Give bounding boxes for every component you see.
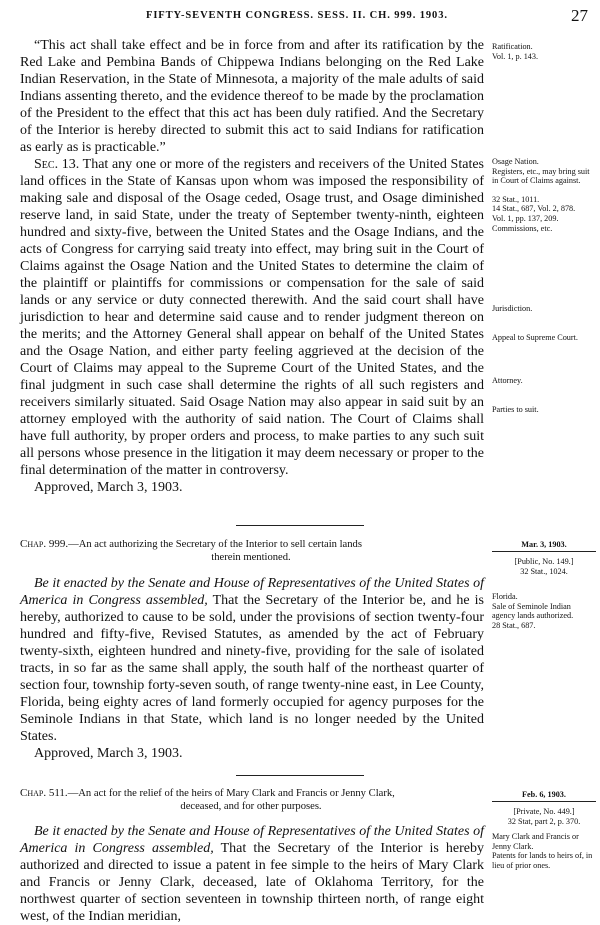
margin-rule-999 [492,551,596,552]
chapter-511-title: —An act for the relief of the heirs of Mary Clark and Francis or Jenny Clark, [67,788,395,799]
running-head [0,6,600,26]
chapter-999-label: Chap. 999. [20,538,69,550]
chapter-999-body [20,575,484,762]
approved-line-1: Approved, March 3, 1903. [34,480,183,495]
margin-ratification: Ratification. Vol. 1, p. 143. [492,42,539,61]
margin-clark: Mary Clark and Francis or Jenny Clark. Patents for lands to heirs of, in lieu of prior ones. [492,832,593,870]
margin-private-511: [Private, No. 449.] 32 Stat, part 2, p. 370. [507,807,581,826]
section-divider-1 [236,525,364,526]
sec13-paragraph [20,156,484,479]
chapter-999-title: —An act authorizing the Secretary of the Interior to sell certain lands [68,539,362,550]
chapter-511-heading [20,787,482,813]
chapter-999-heading [20,538,482,564]
margin-date-999: Mar. 3, 1903. [521,540,567,549]
chapter-999-title-cont: therein mentioned. [211,552,291,563]
page-number: 27 [571,6,588,25]
margin-date-511: Feb. 6, 1903. [522,790,566,799]
enacting-clause-511: Be it enacted by the Senate and House of Representatives of the United States of America in Congress assembled, [20,824,484,856]
approved-line-2: Approved, March 3, 1903. [34,746,183,761]
margin-florida: Florida. Sale of Seminole Indian agency lands authorized. 28 Stat., 687. [492,592,574,630]
margin-rule-511 [492,801,596,802]
margin-jurisdiction: Jurisdiction. [492,304,533,313]
sec13-label: Sec. 13. [34,157,80,172]
margin-appeal: Appeal to Supreme Court. [492,333,578,342]
sec13-text: That any one or more of the registers and receivers of the United States land offices in the State of Kansas upon whom was imposed the responsibility of making sale and disposal of the Osage ceded, Osage trust, and Osage diminished reserve land, in said State, under the treaty of September twenty-ninth, eighteen hundred and sixty-five, between the United States and the Osage Indians, and the acts of Congress for carrying said treaty into effect, may bring suit in the Court of Claims against the Osage Nation and the United States to determine the claim of the plaintiff or plaintiffs for commissions or compensation for the sale of said lands or any service or duty connected therewith. And the said court shall have jurisdiction to hear and determine said cause and to render judgment thereon on the merits; and the Attorney General shall appear on behalf of the United States and the Osage Nation, and either party feeling aggrieved at the decision of the Court of Claims may appeal to the Supreme Court of the United States, and the final judgment in such case shall determine the rights of all such registers and receivers similarly situated. Said Osage Nation may also appear in said suit by an attorney employed with the authority of said nation. The Court of Claims shall have full authority, by proper orders and process, to make parties to any such suit all persons whose presence in the litigation it may deem necessary or proper to the final determination of the matter in controversy. [20,157,485,478]
chapter-999-text: That the Secretary of the Interior be, and he is hereby, authorized to cause to be sold, under the provisions of section twenty-four hundred and fifty-five, Revised Statutes, as amended by the act of February twenty-sixth, eighteen hundred and ninety-five, providing for the sale of isolated tracts, in so far as the same shall apply, the south half of the northeast quarter of section four, township forty-seven south, of range twenty-nine east, in Lee County, Florida, being eighty acres of land formerly occupied for agency purposes for the Seminole Indians in that State, which land is no longer needed by the United States. [20,593,485,744]
chapter-511-body [20,823,484,925]
chapter-511-label: Chap. 511. [20,787,68,799]
section-divider-2 [236,775,364,776]
running-title: FIFTY-SEVENTH CONGRESS. SESS. II. CH. 999. 1903. [146,10,448,21]
ratification-paragraph: “This act shall take effect and be in force from and after its ratification by the Red Lake and Pembina Bands of Chippewa Indians belonging on the Red Lake Indian Reservation, in the State of Minnesota, a majority of the male adults of said Indians assenting thereto, and the evidence thereof to be made by the proclamation of the President to the effect that this act has been duly ratified. And the Secretary of the Interior is hereby directed to submit this act to said Indians for ratification as early as is practicable.” [20,38,484,155]
chapter-999-paragraph [20,575,484,745]
margin-parties: Parties to suit. [492,405,539,414]
margin-public-999: [Public, No. 149.] 32 Stat., 1024. [514,557,574,576]
section-body-1 [20,37,484,496]
chapter-511-paragraph [20,823,484,925]
chapter-511-text: That the Secretary of the Interior is hereby authorized and directed to issue a patent in fee simple to the heirs of Mary Clark and Francis or Jenny Clark, deceased, late of Oklahoma Territory, for the northwest quarter of section seventeen in township thirteen north, of range eight west, of the Indian meridian, [20,841,484,924]
chapter-511-title-cont: deceased, and for other purposes. [180,801,322,812]
margin-osage: Osage Nation. Registers, etc., may bring suit in Court of Claims against. 32 Stat., 1011. 14 Stat., 687, Vol. 2, 878. Vol. 1, pp. 137, 209. Commissions, etc. [492,157,590,233]
enacting-clause-999: Be it enacted by the Senate and House of Representatives of the United States of America in Congress assembled, [20,576,484,608]
margin-attorney: Attorney. [492,376,523,385]
